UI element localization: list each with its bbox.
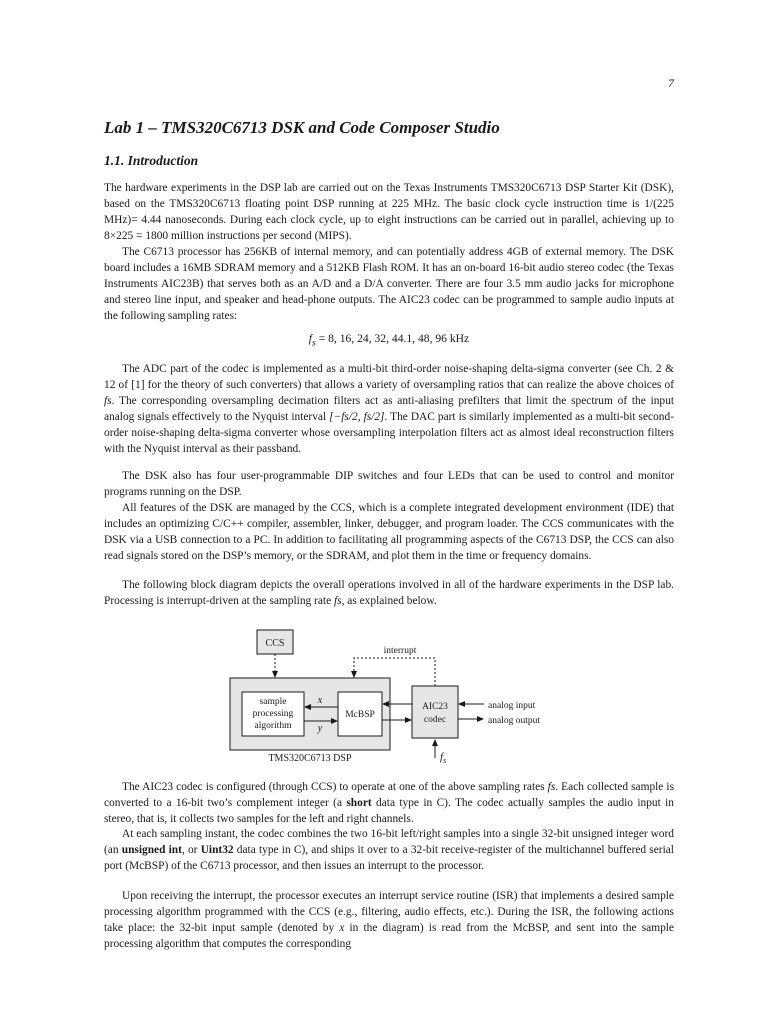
dsp-label: TMS320C6713 DSP — [268, 753, 352, 764]
sampling-text-3: data type in C), and ships it over to a 32-bit receive-register of the multichannel buffered serial port (McBSP) of the C6713 processor, and then issues an interrupt to the processor. — [104, 844, 674, 872]
equation-fs-subscript: s — [312, 337, 316, 349]
interrupt-text-2: in the diagram) is read from the McBSP, and sent into the sample processing algorithm that computes the corresponding — [104, 922, 674, 950]
interrupt-label: interrupt — [383, 646, 417, 656]
paragraph-dip-switches: The DSK also has four user-programmable DIP switches and four LEDs that can be used to control and monitor programs running on the DSP. — [104, 470, 674, 498]
mcbsp-label: McBSP — [345, 710, 375, 720]
adc-text-2: . The corresponding oversampling decimation filters act as anti-aliasing prefilters that limit the spectrum of the input analog signals effectively to the Nyquist interval — [104, 395, 674, 423]
equation-fs-symbol: f — [308, 332, 313, 345]
codec-text-2: . Each collected sample is converted to a 16-bit two’s complement integer (a — [104, 781, 674, 809]
sample-processing-line-1: sample — [259, 697, 287, 707]
interrupt-text-1: Upon receiving the interrupt, the processor executes an interrupt service routine (ISR) that implements a desired sample processing algorithm programmed with the CCS (e.g., filtering, audio effects, etc.). During the ISR, the following actions take place: the 32-bit input sample (denoted by — [104, 890, 674, 934]
fs-label — [440, 751, 446, 765]
fs-label-main: f — [440, 751, 444, 763]
sampling-text-2: , or — [181, 844, 201, 856]
sampling-text-1: At each sampling instant, the codec combines the two 16-bit left/right samples into a single 32-bit unsigned integer word (an — [104, 828, 674, 856]
aic23-line-1: AIC23 — [422, 702, 448, 712]
chapter-title: Lab 1 – TMS320C6713 DSK and Code Composer Studio — [104, 118, 500, 137]
adc-text-1: The ADC part of the codec is implemented as a multi-bit third-order noise-shaping delta-sigma converter (see Ch. 2 & 12 of [1] for the theory of such converters) that allows a variety of oversampling ratios that can realize the above choices of — [104, 363, 674, 391]
paragraph-sampling-instant — [104, 826, 674, 874]
page-number: 7 — [668, 76, 674, 90]
adc-fs-symbol: fs — [104, 395, 112, 407]
block-intro-text-2: , as explained below. — [341, 595, 437, 607]
sample-processing-line-2: processing — [252, 709, 294, 719]
codec-text-1: The AIC23 codec is configured (through CCS) to operate at one of the above sampling rates — [122, 781, 548, 793]
codec-text-3: data type in C). The codec actually samples the audio input in stereo, that is, it collects two samples for the left and right channels. — [104, 797, 674, 825]
aic23-box — [412, 686, 458, 738]
block-diagram — [226, 620, 566, 770]
paragraph-adc — [104, 361, 674, 457]
short-keyword: short — [346, 797, 372, 809]
analog-output-label: analog output — [488, 716, 540, 726]
paragraph-ccs: All features of the DSK are managed by the CCS, which is a complete integrated development environment (IDE) that includes an optimizing C/C++ compiler, assembler, linker, debugger, and program loader. The CCS communicates with the DSK via a USB connection to a PC. In addition to facilitating all programming aspects of the C6713 DSP, the CCS can also read signals stored on the DSP’s memory, or the SDRAM, and plot them in the time or frequency domains. — [104, 502, 674, 562]
interrupt-x-symbol: x — [339, 922, 345, 934]
section-title: 1.1. Introduction — [104, 153, 199, 168]
adc-text-3: . The DAC part is similarly implemented as a multi-bit second-order noise-shaping delta-sigma converter whose oversampling interpolation filters act as almost ideal reconstruction filters with the Nyquist interval as their passband. — [104, 411, 674, 455]
paragraph-block-diagram-intro — [104, 577, 674, 609]
sampling-rates-equation — [104, 331, 674, 351]
paragraph-intro: The hardware experiments in the DSP lab are carried out on the Texas Instruments TMS320C6713 DSP Starter Kit (DSK), based on the TMS320C6713 floating point DSP running at 225 MHz. The basic clock cycle instruction time is 1/(225 MHz)= 4.44 nanoseconds. During each clock cycle, up to eight instructions can be carried out in parallel, achieving up to 8×225 = 1800 million instructions per second (MIPS). — [104, 182, 674, 242]
block-intro-text-1: The following block diagram depicts the overall operations involved in all of the hardware experiments in the DSP lab. Processing is interrupt-driven at the sampling rate — [104, 579, 674, 607]
uint32-keyword: Uint32 — [200, 844, 234, 856]
paragraph-interrupt — [104, 888, 674, 952]
y-label: y — [317, 723, 323, 734]
equation-rates: = 8, 16, 24, 32, 44.1, 48, 96 kHz — [315, 332, 470, 345]
codec-fs-symbol: fs — [547, 781, 556, 793]
paragraph-memory: The C6713 processor has 256KB of internal memory, and can potentially address 4GB of external memory. The DSK board includes a 16MB SDRAM memory and a 512KB Flash ROM. It has an on-board 16-bit audio stereo codec (the Texas Instruments AIC23B) that serves both as an A/D and a D/A converter. There are four 3.5 mm audio jacks for microphone and stereo line input, and speaker and head-phone outputs. The AIC23 codec can be programmed to sample audio inputs at the following sampling rates: — [104, 246, 674, 322]
analog-input-label: analog input — [488, 701, 536, 711]
ccs-label: CCS — [265, 638, 285, 649]
fs-label-sub: s — [443, 756, 447, 765]
block-intro-fs-symbol: fs — [333, 595, 342, 607]
nyquist-interval: [−fs/2, fs/2] — [329, 411, 385, 423]
sample-processing-line-3: algorithm — [254, 721, 292, 731]
aic23-line-2: codec — [423, 715, 447, 725]
paragraph-codec-config — [104, 779, 674, 827]
unsigned-int-keyword: unsigned int — [121, 844, 182, 856]
x-label: x — [317, 695, 323, 706]
